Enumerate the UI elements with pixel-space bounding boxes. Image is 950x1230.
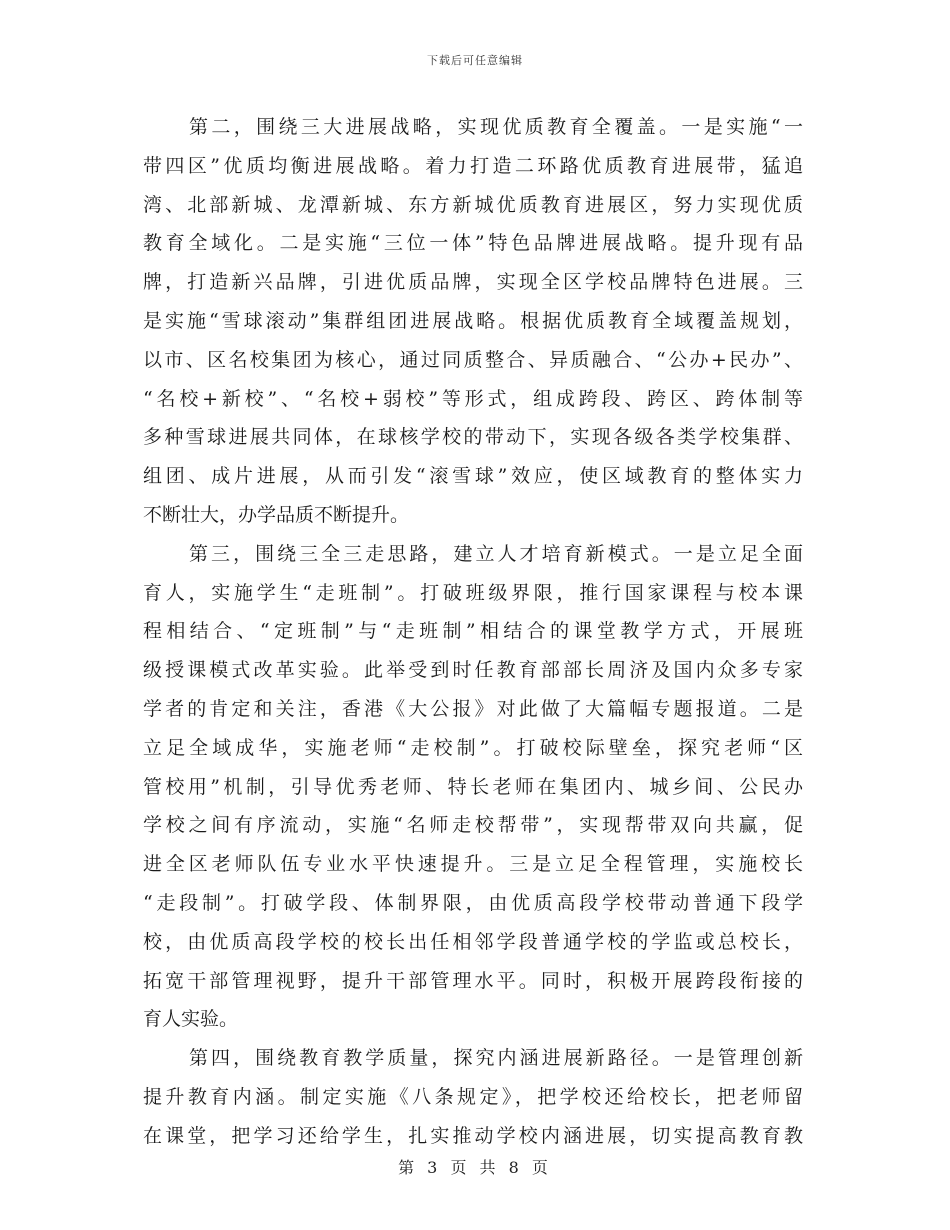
paragraph-line: 管校用”机制，引导优秀老师、特长老师在集团内、城乡间、公民办 [143, 775, 803, 798]
paragraph-line: 程相结合、“定班制”与“走班制”相结合的课堂教学方式，开展班 [143, 620, 803, 643]
paragraph-line: 教育全域化。二是实施“三位一体”特色品牌进展战略。提升现有品 [143, 232, 803, 255]
paragraph-line: 第四，围绕教育教学质量，探究内涵进展新路径。一是管理创新 [189, 1047, 803, 1070]
paragraph-line: 育人实验。 [143, 1008, 239, 1031]
page-header: 下载后可任意编辑 [427, 54, 523, 67]
paragraph-line: 进全区老师队伍专业水平快速提升。三是立足全程管理，实施校长 [143, 853, 803, 876]
paragraph-line: 带四区”优质均衡进展战略。着力打造二环路优质教育进展带，猛追 [143, 154, 803, 177]
paragraph-line: 在课堂，把学习还给学生，扎实推动学校内涵进展，切实提高教育教 [143, 1124, 803, 1147]
paragraph-line: 湾、北部新城、龙潭新城、东方新城优质教育进展区，努力实现优质 [143, 193, 803, 216]
paragraph-line: 以市、区名校集团为核心，通过同质整合、异质融合、“公办+民办”、 [143, 348, 803, 371]
paragraph-line: 校，由优质高段学校的校长出任相邻学段普通学校的学监或总校长， [143, 930, 803, 953]
paragraph-line: 级授课模式改革实验。此举受到时任教育部部长周济及国内众多专家 [143, 659, 803, 682]
paragraph-line: 是实施“雪球滚动”集群组团进展战略。根据优质教育全域覆盖规划， [143, 309, 803, 332]
paragraph-line: “走段制”。打破学段、体制界限，由优质高段学校带动普通下段学 [143, 891, 803, 914]
paragraph-line: 不断壮大，办学品质不断提升。 [143, 503, 410, 526]
paragraph-line: 多种雪球进展共同体，在球核学校的带动下，实现各级各类学校集群、 [143, 426, 803, 449]
document-body [143, 108, 803, 1156]
paragraph-line: “名校+新校”、“名校+弱校”等形式，组成跨段、跨区、跨体制等 [143, 387, 803, 410]
paragraph-line: 学者的肯定和关注，香港《大公报》对此做了大篇幅专题报道。二是 [143, 697, 803, 720]
paragraph-line: 组团、成片进展，从而引发“滚雪球”效应，使区域教育的整体实力 [143, 465, 803, 488]
paragraph-line: 提升教育内涵。制定实施《八条规定》，把学校还给校长，把老师留 [143, 1085, 803, 1108]
paragraph-line: 学校之间有序流动，实施“名师走校帮带”，实现帮带双向共赢，促 [143, 814, 803, 837]
paragraph-line: 拓宽干部管理视野，提升干部管理水平。同时，积极开展跨段衔接的 [143, 969, 803, 992]
paragraph-line: 第二，围绕三大进展战略，实现优质教育全覆盖。一是实施“一 [189, 116, 803, 138]
paragraph-line: 第三，围绕三全三走思路，建立人才培育新模式。一是立足全面 [189, 542, 803, 565]
paragraph-line: 立足全域成华，实施老师“走校制”。打破校际壁垒，探究老师“区 [143, 736, 803, 759]
page-number: 第 3 页 共 8 页 [398, 1158, 552, 1177]
paragraph-line: 牌，打造新兴品牌，引进优质品牌，实现全区学校品牌特色进展。三 [143, 271, 803, 294]
paragraph-line: 育人，实施学生“走班制”。打破班级界限，推行国家课程与校本课 [143, 581, 803, 604]
